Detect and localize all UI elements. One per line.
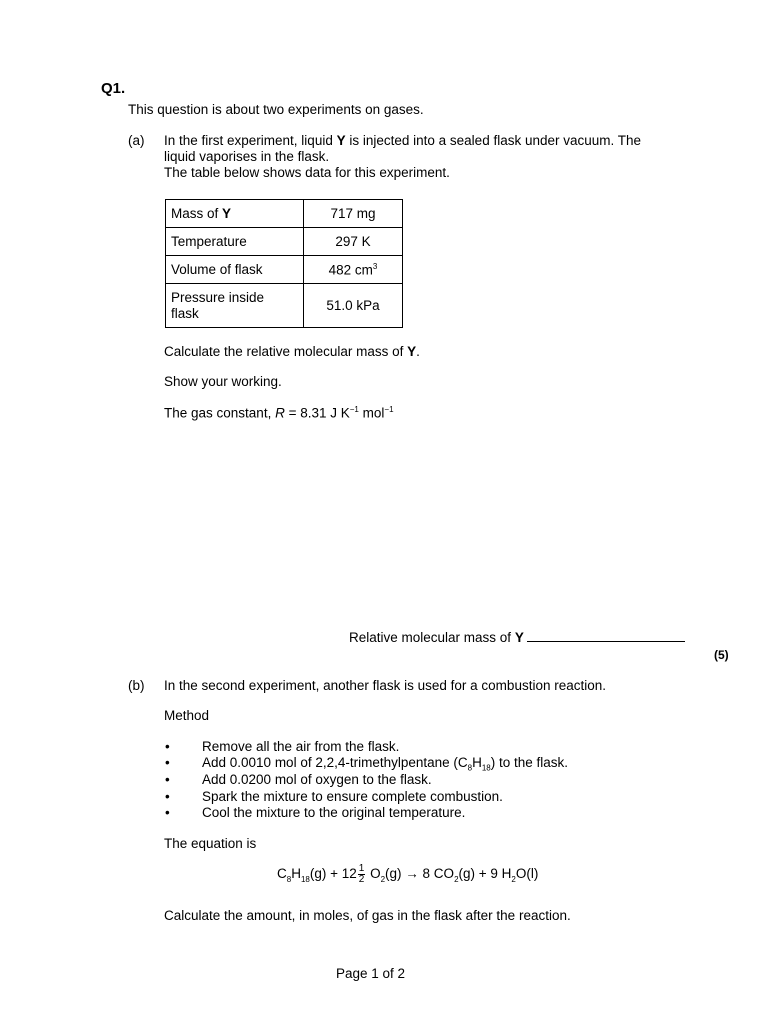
gas-const-sup1: −1 xyxy=(349,405,359,414)
calc-rmm-post: . xyxy=(416,344,420,359)
part-a-line2: liquid vaporises in the flask. xyxy=(164,149,330,164)
eq-part2: (g) → 8 CO xyxy=(385,866,455,882)
part-a-line3: The table below shows data for this experiment. xyxy=(164,165,450,180)
step2-pre: Add 0.0010 mol of 2,2,4-trimethylpentane (C xyxy=(202,755,468,770)
bullet-icon: • xyxy=(165,789,170,804)
volume-value-pre: 482 cm xyxy=(328,262,373,278)
volume-value-sup: 3 xyxy=(372,261,378,271)
table-row xyxy=(166,200,403,228)
volume-label: Volume of flask xyxy=(166,256,304,284)
eq-co2-sub: 2 xyxy=(454,874,459,884)
pressure-value: 51.0 kPa xyxy=(304,284,403,328)
answer-line-a xyxy=(349,628,685,645)
pressure-label xyxy=(166,284,304,328)
eq-part1: (g) + 12 xyxy=(309,866,357,882)
bullet-icon: • xyxy=(165,755,170,770)
answer-label-pre: Relative molecular mass of xyxy=(349,630,515,645)
gas-const-sup2: −1 xyxy=(384,405,394,414)
eq-h-sub: 18 xyxy=(300,874,310,884)
part-a-line1-pre: In the first experiment, liquid xyxy=(164,133,337,148)
step2-mid: H xyxy=(472,755,482,770)
list-item: Remove all the air from the flask. xyxy=(202,739,400,754)
pressure-label-line2: flask xyxy=(171,305,199,321)
part-a-label: (a) xyxy=(128,133,145,148)
eq-o2: O xyxy=(366,866,381,882)
volume-value xyxy=(304,256,403,284)
mass-value: 717 mg xyxy=(304,200,403,228)
eq-c-sub: 8 xyxy=(286,874,292,884)
temperature-value: 297 K xyxy=(304,228,403,256)
gas-const-mol: mol xyxy=(358,405,385,421)
eq-frac-num: 1 xyxy=(358,863,365,874)
gas-const-pre: The gas constant, xyxy=(164,405,276,421)
gas-const-mid: = 8.31 J K xyxy=(284,405,350,421)
table-row xyxy=(166,284,403,328)
experiment-data-table xyxy=(165,199,403,328)
gas-constant xyxy=(164,405,394,421)
eq-part4: O(l) xyxy=(515,866,539,882)
eq-o2-sub: 2 xyxy=(380,874,386,884)
calc-moles-instruction: Calculate the amount, in moles, of gas in the flask after the reaction. xyxy=(164,908,571,923)
temperature-label: Temperature xyxy=(166,228,304,256)
combustion-equation xyxy=(277,864,538,890)
page-number: Page 1 of 2 xyxy=(336,966,406,981)
eq-c: C xyxy=(277,866,287,882)
step2-post: ) to the flask. xyxy=(490,755,569,770)
eq-h: H xyxy=(291,866,301,882)
part-a-line1 xyxy=(164,133,641,148)
calc-rmm-bold: Y xyxy=(407,344,417,359)
eq-frac-den: 2 xyxy=(358,874,365,885)
list-item: Add 0.0200 mol of oxygen to the flask. xyxy=(202,772,432,787)
calc-rmm-instruction xyxy=(164,344,420,359)
mass-label-pre: Mass of xyxy=(171,206,223,221)
calc-rmm-pre: Calculate the relative molecular mass of xyxy=(164,344,408,359)
eq-part3: (g) + 9 H xyxy=(458,866,512,882)
table-row xyxy=(166,228,403,256)
eq-fraction xyxy=(358,864,366,885)
list-item: Cool the mixture to the original temperature. xyxy=(202,805,466,820)
bullet-icon: • xyxy=(165,772,170,787)
question-number: Q1. xyxy=(101,80,126,97)
bullet-icon: • xyxy=(165,739,170,754)
part-b-intro: In the second experiment, another flask is used for a combustion reaction. xyxy=(164,678,606,693)
show-working: Show your working. xyxy=(164,374,282,389)
mass-label-bold: Y xyxy=(222,206,232,221)
equation-heading: The equation is xyxy=(164,836,257,851)
list-item: Spark the mixture to ensure complete combustion. xyxy=(202,789,503,804)
marks-a: (5) xyxy=(714,648,729,662)
gas-const-r: R xyxy=(275,405,285,421)
answer-label-bold: Y xyxy=(514,630,524,645)
step2-sub1: 8 xyxy=(467,763,473,773)
step2-sub2: 18 xyxy=(481,763,491,773)
method-heading: Method xyxy=(164,708,210,723)
question-intro: This question is about two experiments on gases. xyxy=(128,102,424,117)
answer-blank-a[interactable] xyxy=(527,628,685,642)
part-a-line1-post: is injected into a sealed flask under vacuum. The xyxy=(345,133,642,148)
table-row xyxy=(166,256,403,284)
part-a-line1-bold: Y xyxy=(336,133,346,148)
pressure-label-line1: Pressure inside xyxy=(171,289,265,305)
eq-h2o-sub: 2 xyxy=(511,874,516,884)
mass-label xyxy=(166,200,304,228)
list-item xyxy=(202,755,568,773)
bullet-icon: • xyxy=(165,805,170,820)
part-b-label: (b) xyxy=(128,678,145,693)
